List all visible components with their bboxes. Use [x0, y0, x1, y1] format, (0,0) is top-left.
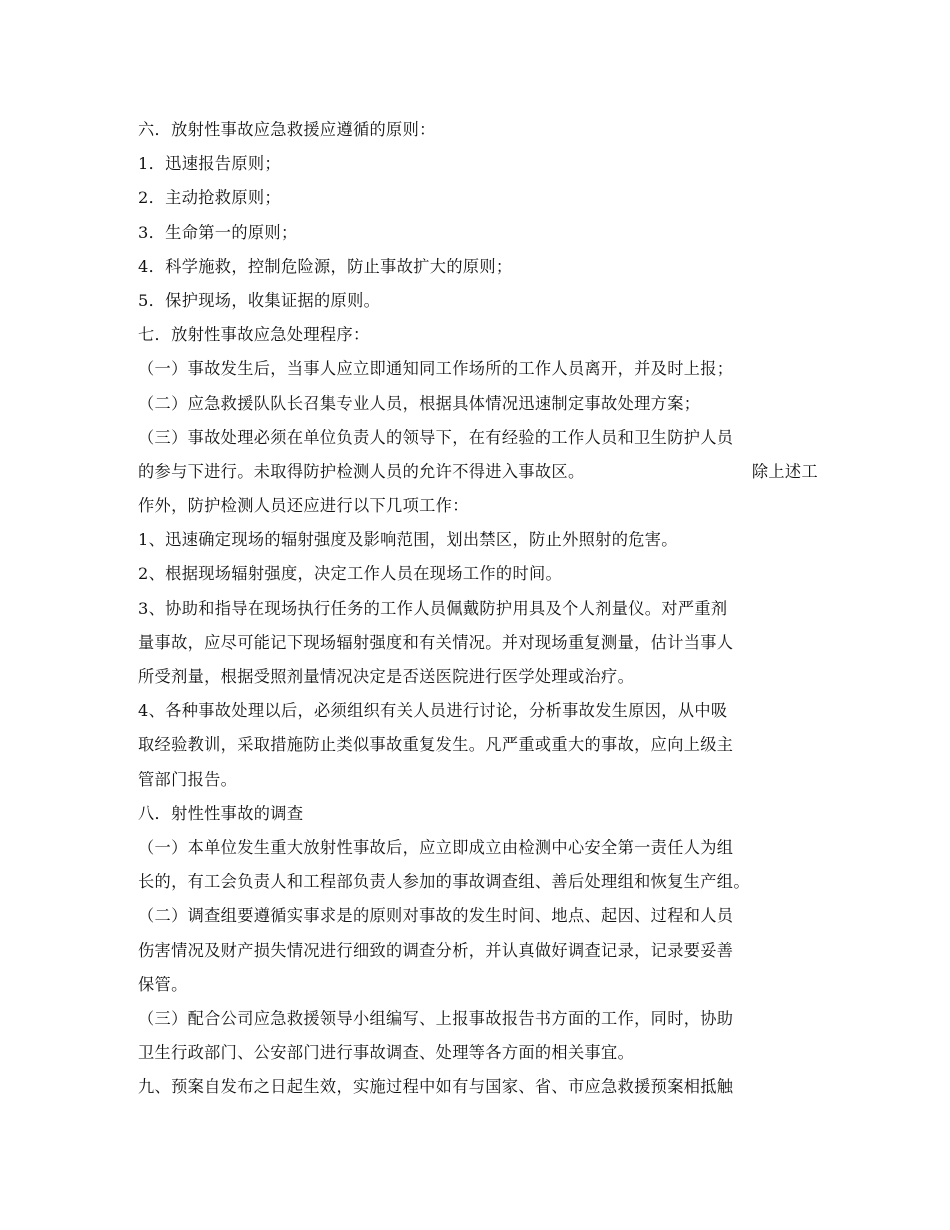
paragraph-line: （二）调查组要遵循实事求是的原则对事故的发生时间、地点、起因、过程和人员: [138, 906, 734, 926]
paragraph-line: 取经验教训，采取措施防止类似事故重复发生。凡严重或重大的事故，应向上级主: [138, 735, 734, 755]
list-item: 3．生命第一的原则；: [138, 222, 298, 242]
paragraph-line: 作外，防护检测人员还应进行以下几项工作：: [138, 496, 469, 516]
paragraph-line: 量事故，应尽可能记下现场辐射强度和有关情况。并对现场重复测量，估计当事人: [138, 632, 734, 652]
paragraph-line: （一）事故发生后，当事人应立即通知同工作场所的工作人员离开，并及时上报；: [138, 359, 734, 379]
list-item: 3、协助和指导在现场执行任务的工作人员佩戴防护用具及个人剂量仪。对严重剂: [138, 598, 728, 618]
paragraph-line: 卫生行政部门、公安部门进行事故调查、处理等各方面的相关事宜。: [138, 1043, 635, 1063]
list-item: 1．迅速报告原则；: [138, 154, 281, 174]
paragraph-line: （三）事故处理必须在单位负责人的领导下，在有经验的工作人员和卫生防护人员: [138, 427, 734, 447]
paragraph-line: 伤害情况及财产损失情况进行细致的调查分析，并认真做好调查记录，记录要妥善: [138, 940, 734, 960]
list-item: 4．科学施救，控制危险源，防止事故扩大的原则；: [138, 256, 513, 276]
paragraph-line: 所受剂量，根据受照剂量情况决定是否送医院进行医学处理或治疗。: [138, 667, 635, 686]
section-7-heading: 七．放射性事故应急处理程序：: [138, 325, 370, 345]
section-9-paragraph: 九、预案自发布之日起生效，实施过程中如有与国家、省、市应急救援预案相抵触: [138, 1077, 734, 1097]
list-item: 2、根据现场辐射强度，决定工作人员在现场工作的时间。: [138, 564, 563, 584]
list-item: 1、迅速确定现场的辐射强度及影响范围，划出禁区，防止外照射的危害。: [138, 530, 678, 550]
section-8-heading: 八．射性性事故的调查: [138, 803, 304, 823]
paragraph-line: 保管。: [138, 974, 188, 994]
document-page: [138, 113, 818, 1104]
paragraph-line-right: 除上述工: [751, 461, 818, 481]
paragraph-line-left: 的参与下进行。未取得防护检测人员的允许不得进入事故区。: [138, 461, 585, 481]
paragraph-line: （一）本单位发生重大放射性事故后，应立即成立由检测中心安全第一责任人为组: [138, 837, 734, 857]
list-item: 5．保护现场，收集证据的原则。: [138, 290, 381, 310]
paragraph-line-split: [138, 455, 818, 489]
list-item: 2．主动抢救原则；: [138, 188, 281, 208]
paragraph-line: 长的，有工会负责人和工程部负责人参加的事故调查组、善后处理组和恢复生产组。: [138, 872, 750, 892]
paragraph-line: （三）配合公司应急救援领导小组编写、上报事故报告书方面的工作，同时，协助: [138, 1008, 734, 1028]
section-6-heading: 六．放射性事故应急救援应遵循的原则：: [138, 120, 436, 139]
paragraph-line: （二）应急救援队队长召集专业人员，根据具体情况迅速制定事故处理方案；: [138, 393, 701, 413]
list-item: 4、各种事故处理以后，必须组织有关人员进行讨论，分析事故发生原因，从中吸: [138, 701, 728, 721]
paragraph-line: 管部门报告。: [138, 769, 238, 789]
